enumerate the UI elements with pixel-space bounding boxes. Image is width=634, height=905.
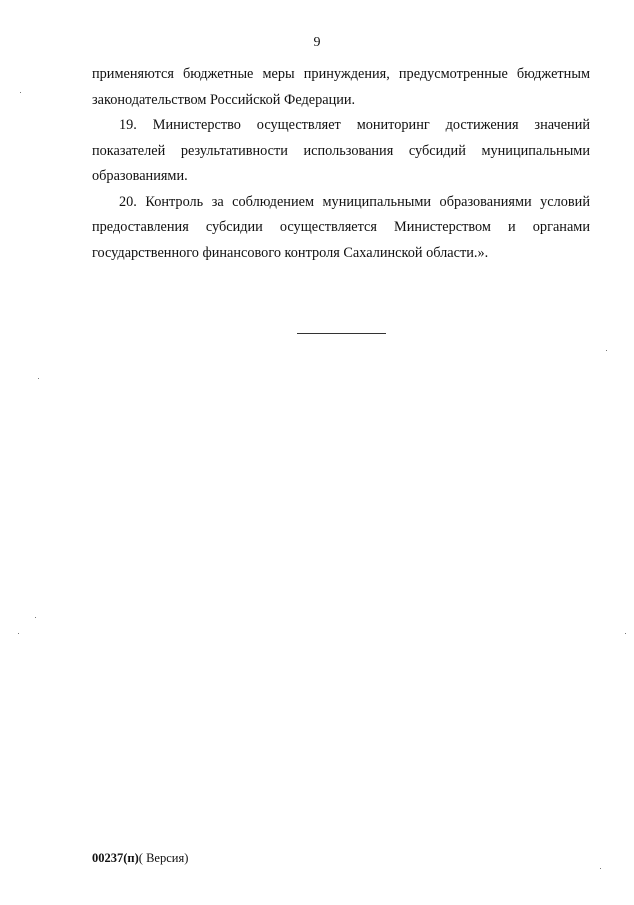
body-text [92,62,590,266]
scan-speck [38,378,39,379]
closing-divider-line [297,333,386,334]
scan-speck [606,350,607,351]
footer-version-label: ( Версия) [138,851,189,865]
footer-code-number: 00237(п) [92,851,139,865]
scan-speck [18,633,19,634]
scan-speck [625,633,626,634]
scan-speck [20,92,21,93]
paragraph-20: 20. Контроль за соблюдением муниципальными образованиями условий предоставления субсидии осуществляется Министерством и органами государственного финансового контроля Сахалинской области.». [92,193,590,261]
page-number: 9 [313,35,321,50]
scan-speck [35,617,36,618]
scan-speck [600,868,601,869]
footer-document-code [92,850,188,866]
paragraph-19: 19. Министерство осуществляет мониторинг достижения значений показателей результативности использования субсидий муниципальными образованиями. [92,117,590,184]
paragraph-continuation: применяются бюджетные меры принуждения, предусмотренные бюджетным законодательством Российской Федерации. [92,66,590,108]
